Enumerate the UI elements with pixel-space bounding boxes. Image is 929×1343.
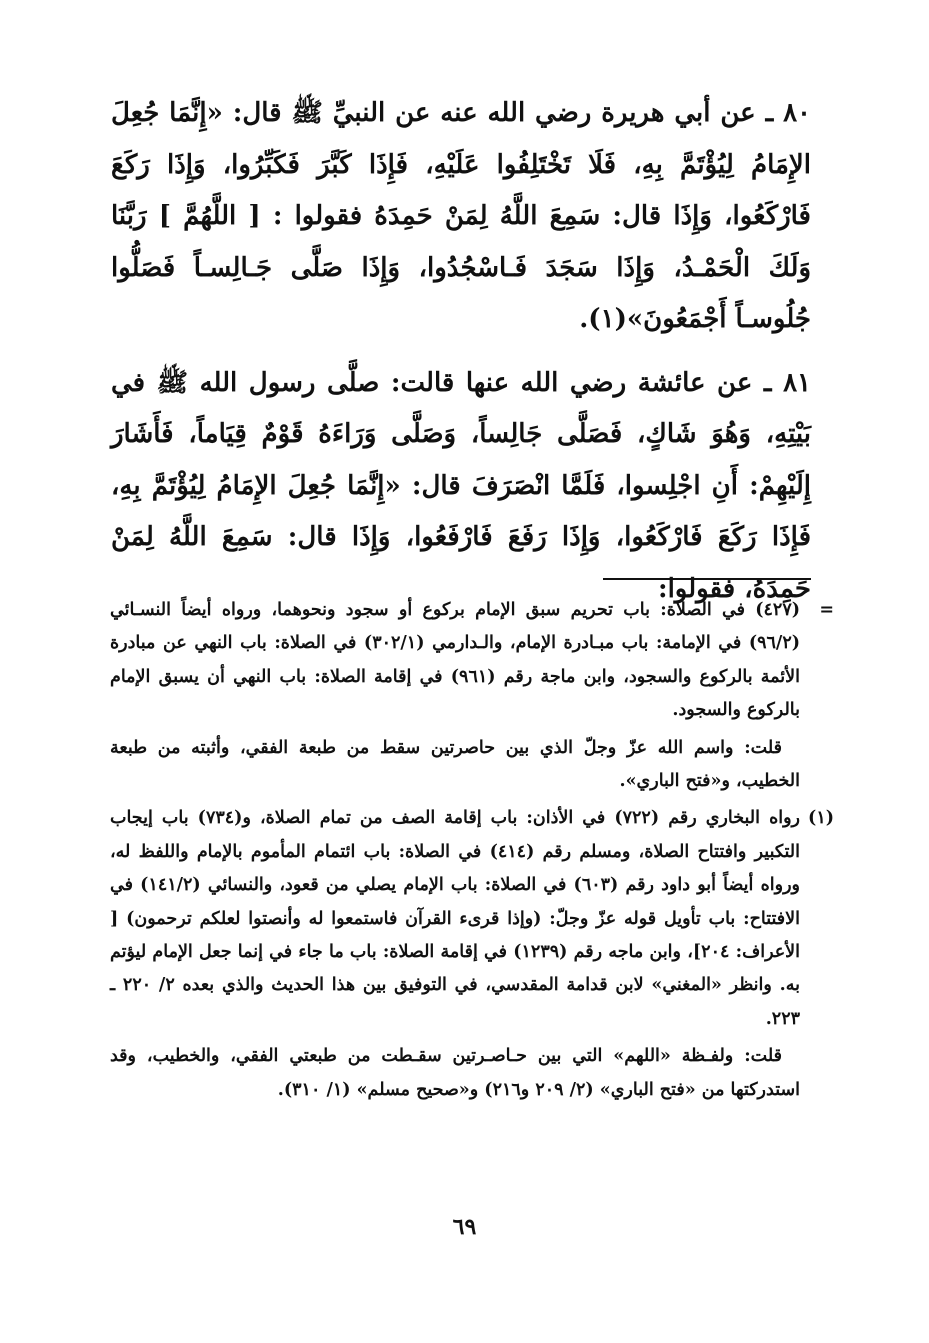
footnote-1 bbox=[110, 802, 834, 1036]
footnote-continued-text: (٤٢٧) في الصلاة: باب تحريم سبق الإمام بركوع أو سجود ونحوهما، ورواه أيضاً النسـائي (٩٦/٢) في الإمامة: باب مبـادرة الإمام، والـدارمي (٣٠٢/١) في الصلاة: باب النهي عن مبادرة الأئمة بالركوع والسجود، وابن ماجة رقم (٩٦١) في إقامة الصلاة: باب النهي أن يسبق الإمام بالركوع والسجود. bbox=[110, 600, 800, 721]
hadith-81: ٨١ ـ عن عائشة رضي الله عنها قالت: صلَّى رسول الله ﷺ في بَيْتِهِ، وَهُوَ شَاكٍ، فَصَلَّى جَالِساً، وَصَلَّى وَرَاءَهُ قَوْمٌ قِيَاماً، فَأَشَارَ إِلَيْهِمْ: أَنِ اجْلِسوا، فَلَمَّا انْصَرَفَ قال: «إِنَّمَا جُعِلَ الإِمَامُ لِيُؤْتَمَّ بِهِ، فَإِذَا رَكَعَ فَارْكَعُوا، وَإِذَا رَفَعَ فَارْفَعُوا، وَإِذَا قال: سَمِعَ اللَّهُ لِمَنْ حَمِدَهُ، فقولوا: bbox=[111, 367, 811, 604]
footnote-continued-marker: = bbox=[819, 600, 834, 620]
footnote-comment-1: قلت: واسم الله عزّ وجلّ الذي بين حاصرتين سقط من طبعة الفقي، وأثبته من طبعة الخطيب، و«فتح الباري». bbox=[110, 737, 800, 792]
footnote-1-text: رواه البخاري رقم (٧٢٢) في الأذان: باب إقامة الصف من تمام الصلاة، و(٧٣٤) باب إيجاب التكبير وافتتاح الصلاة، ومسلم رقم (٤١٤) في الصلاة: باب ائتمام المأموم بالإمام واللفظ له، ورواه أيضاً أبو داود رقم (٦٠٣) في الصلاة: باب الإمام يصلي من قعود، والنسائي (١٤١/٢) في الافتتاح: باب تأويل قوله عزّ وجلّ: (وإذا قرىء القرآن فاستمعوا له وأنصتوا لعلكم ترحمون) [ الأعراف: ٢٠٤]، وابن ماجه رقم (١٢٣٩) في إقامة الصلاة: باب ما جاء في إنما جعل الإمام ليؤتم به. وانظر «المغني» لابن قدامة المقدسي، في التوفيق بين هذا الحديث والذي بعده ٢/ ٢٢٠ ـ ٢٢٣. bbox=[110, 808, 801, 1029]
hadith-80: ٨٠ ـ عن أبي هريرة رضي الله عنه عن النبيِّ ﷺ قال: «إِنَّمَا جُعِلَ الإِمَامُ لِيُؤْتَمَّ بِهِ، فَلَا تَخْتَلِفُوا عَلَيْهِ، فَإِذَا كَبَّرَ فَكَبِّرُوا، وَإِذَا رَكَعَ فَارْكَعُوا، وَإِذَا قال: سَمِعَ اللَّهُ لِمَنْ حَمِدَهُ فقولوا : [ اللَّهُمَّ ] رَبَّنَا وَلَكَ الْحَمْـدُ، وَإِذَا سَجَدَ فَـاسْجُدُوا، وَإِذَا صَلَّى جَـالِسـاً فَصَلُّوا جُلُوسـاً أَجْمَعُونَ»(١). bbox=[111, 98, 811, 334]
main-text bbox=[111, 88, 811, 615]
footnote-continued bbox=[110, 594, 834, 728]
footnote-1-marker: (١) bbox=[808, 808, 834, 829]
footnote-comment-2: قلت: ولفـظة «اللهم» التي بين حـاصـرتين سقـطت من طبعتي الفقي، والخطيب، وقد استدركتها من «فتح الباري» (٢/ ٢٠٩ و٢١٦) و«صحيح مسلم» (١/ ٣١٠). bbox=[110, 1046, 800, 1100]
page-number: ٦٩ bbox=[452, 1214, 477, 1240]
footnotes bbox=[110, 594, 834, 1107]
footnote-separator bbox=[603, 578, 811, 580]
